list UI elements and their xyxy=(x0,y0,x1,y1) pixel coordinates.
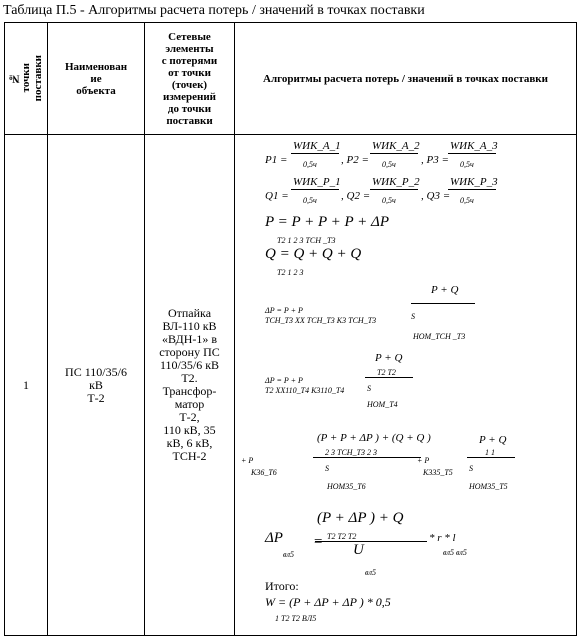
table-header-row xyxy=(5,23,577,135)
formula-dpvl-den-sub: вл5 xyxy=(365,568,376,577)
formula-dpvl-lhs-sub: вл5 xyxy=(283,550,294,559)
formula-q2-den: 0,5ч xyxy=(382,196,396,205)
formula-k36-num-subs: 2 3 TCH_T3 2 3 xyxy=(325,448,378,457)
formula-dpvl-den: U xyxy=(353,542,364,558)
formula-dp-t4: ΔP = P + P xyxy=(265,376,303,385)
formula-k35-num-subs: 1 1 xyxy=(485,448,495,457)
formula-q2-lhs: , Q2 = xyxy=(341,190,371,202)
formula-w1-subs: 1 T2 T2 ВЛ5 xyxy=(275,614,317,623)
formula-pt2-subs: T2 1 2 3 TCH _T3 xyxy=(277,236,336,245)
formula-dp-t4-den: S xyxy=(367,384,371,393)
header-object-name-text: Наименован ие объекта xyxy=(64,60,128,97)
cell-object-name: ПС 110/35/6 кВ Т-2 xyxy=(48,135,145,636)
formula-dpvl-lhs: ΔP xyxy=(265,530,283,546)
header-point-number xyxy=(5,23,48,135)
formula-k36-sub: K36_T6 xyxy=(251,468,277,477)
formula-dp-t4-num: P + Q xyxy=(375,352,403,364)
formula-q2-num: WИК_Р_2 xyxy=(372,176,420,188)
formula-p1-num: WИК_А_1 xyxy=(293,140,341,152)
formula-p3-lhs: , P3 = xyxy=(421,154,449,166)
formula-dp-t4-subs: T2 XX110_T4 K3110_T4 xyxy=(265,386,345,395)
formula-q1-lhs: Q1 = xyxy=(265,190,289,202)
formula-dpvl-num-subs: T2 T2 T2 xyxy=(327,532,357,541)
formula-k36-den: S xyxy=(325,464,329,473)
formula-p3-num: WИК_А_3 xyxy=(450,140,498,152)
cell-point-number: 1 xyxy=(5,135,48,636)
cell-formulas: P1 = WИК_А_1 0,5ч , P2 = WИК_А_2 0,5ч , P3 = WИК_А_3 0,5ч Q1 = WИК_Р_1 0,5ч , Q2 = WИК_Р_2 0,5ч , Q3 = WИК_Р_3 0,5ч P = P + P + P + ΔP T2 1 2 3 TCH _T3 Q = Q + Q + Q T2 1 2 3 ΔP = P + P TCH_T3 XX TCH_T3 K3 TCH_T3 P + Q S HOM_TCH _T3 ΔP = P + P T2 XX110_T4 K3110_T4 P + Q T2 T2 S HOM_T4 + P K36_T6 (P + P + ΔP ) + (Q + Q ) 2 3 TCH_T3 2 3 S HOM35_T6 + P K335_T5 P + Q 1 1 S HOM35_T5 ΔP вл5 = (P + ΔP ) + Q T2 T2 T2 U вл5 * r * l вл5 вл5 Итого: W = (P + ΔP + ΔP ) * 0,5 1 T2 T2 ВЛ5 xyxy=(235,135,577,636)
formula-k35-nom: HOM35_T5 xyxy=(469,482,508,491)
formula-k36-pre: + P xyxy=(241,456,254,465)
formula-qt2-subs: T2 1 2 3 xyxy=(277,268,304,277)
formula-q3-num: WИК_Р_3 xyxy=(450,176,498,188)
formula-dp-tsn-num: P + Q xyxy=(431,284,459,296)
formula-w1: W = (P + ΔP + ΔP ) * 0,5 xyxy=(265,595,391,609)
formula-dp-t4-num2: T2 T2 xyxy=(377,368,396,377)
formula-p1-lhs: P1 = xyxy=(265,154,288,166)
formula-k35-den: S xyxy=(469,464,473,473)
header-algorithms xyxy=(235,23,577,135)
formula-k35-pre: + P xyxy=(417,456,430,465)
header-object-name xyxy=(48,23,145,135)
formula-dp-tsn-nom: HOM_TCH _T3 xyxy=(413,332,466,341)
header-point-number-text: № точки поставки xyxy=(8,55,44,102)
formula-p2-lhs: , P2 = xyxy=(341,154,369,166)
formula-k35-sub: K335_T5 xyxy=(423,468,453,477)
formula-qt2: Q = Q + Q + Q xyxy=(265,246,362,262)
formula-k36-num: (P + P + ΔP ) + (Q + Q ) xyxy=(317,432,431,444)
formula-k36-nom: HOM35_T6 xyxy=(327,482,366,491)
formula-pt2: P = P + P + P + ΔP xyxy=(265,214,390,230)
formula-p1-den: 0,5ч xyxy=(303,160,317,169)
formula-p3-den: 0,5ч xyxy=(460,160,474,169)
header-network-elements-text: Сетевые элементы с потерями от точки (точек) измерений до точки поставки xyxy=(161,30,218,127)
formula-q1-num: WИК_Р_1 xyxy=(293,176,341,188)
formula-dp-t4-nom: HOM_T4 xyxy=(367,400,398,409)
header-network-elements xyxy=(145,23,235,135)
formula-k35-num: P + Q xyxy=(479,434,507,446)
algorithms-table xyxy=(4,22,577,636)
formula-dp-tsn: ΔP = P + P xyxy=(265,306,303,315)
formula-dp-tsn-den: S xyxy=(411,312,415,321)
cell-network-elements: Отпайка ВЛ-110 кВ «ВДН-1» в сторону ПС 110/35/6 кВ Т2. Трансфор- матор Т-2, 110 кВ, 35 кВ, 6 кВ, ТСН-2 xyxy=(145,135,235,636)
formula-dp-tsn-subs: TCH_T3 XX TCH_T3 K3 TCH_T3 xyxy=(265,316,377,325)
header-algorithms-text: Алгоритмы расчета потерь / значений в точках поставки xyxy=(263,72,548,85)
formula-dpvl-rhs-subs: вл5 вл5 xyxy=(443,548,467,557)
formula-q3-den: 0,5ч xyxy=(460,196,474,205)
formula-itogo: Итого: xyxy=(265,579,299,593)
table-row xyxy=(5,135,577,636)
formula-p2-num: WИК_А_2 xyxy=(372,140,420,152)
table-caption: Таблица П.5 - Алгоритмы расчета потерь / значений в точках поставки xyxy=(3,3,425,18)
formula-p2-den: 0,5ч xyxy=(382,160,396,169)
formula-q3-lhs: , Q3 = xyxy=(421,190,451,202)
formula-dpvl-num: (P + ΔP ) + Q xyxy=(317,510,404,526)
formula-q1-den: 0,5ч xyxy=(303,196,317,205)
formula-dpvl-rhs: * r * l xyxy=(429,532,456,544)
